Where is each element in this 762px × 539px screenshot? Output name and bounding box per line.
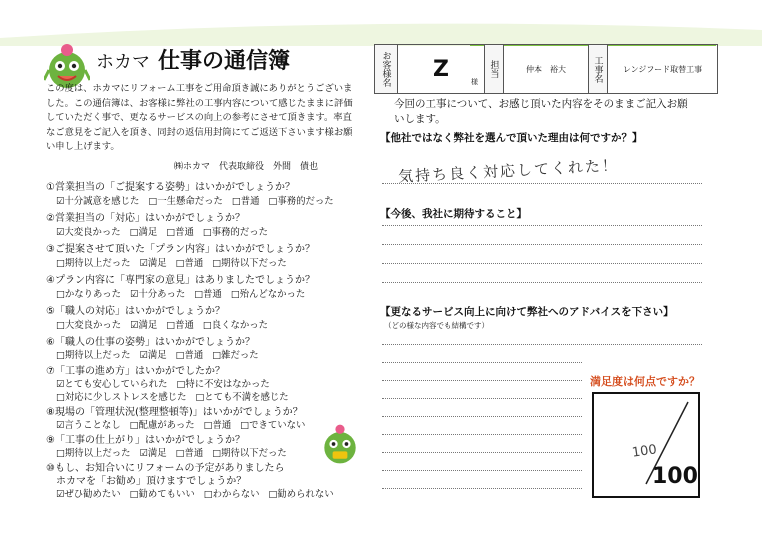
answer-line[interactable] xyxy=(382,470,582,471)
signature: ㈱ホカマ 代表取締役 外間 債也 xyxy=(174,162,319,172)
option[interactable]: □普通 xyxy=(175,258,204,269)
answer-line[interactable] xyxy=(382,452,582,453)
answer-line[interactable] xyxy=(382,380,582,381)
option[interactable]: □勧められない xyxy=(268,489,334,500)
option[interactable]: □良くなかった xyxy=(202,320,268,331)
question-6: ⑥「職人の仕事の姿勢」はいかがでしょうか？ xyxy=(46,337,255,348)
answer-line[interactable] xyxy=(382,416,582,417)
question-8: ⑧現場の「管理状況(整理整頓等)」はいかがでしょうか？ xyxy=(46,407,303,418)
customer-name: Z xyxy=(433,56,449,82)
option[interactable]: □配慮があった xyxy=(129,420,195,431)
section-reason: 【他社ではなく弊社を選んで頂いた理由は何ですか？】 xyxy=(380,132,643,144)
option[interactable]: ☑言うことなし xyxy=(56,420,121,431)
score-handwritten: 100 xyxy=(631,442,658,461)
option[interactable]: ☑満足 xyxy=(139,350,167,361)
question-9-options xyxy=(56,445,296,459)
option[interactable]: □特に不安はなかった xyxy=(176,379,270,390)
option[interactable]: □期待以下だった xyxy=(212,258,287,269)
question-10: ⑩もし、お知合いにリフォームの予定がありましたら xyxy=(46,463,285,474)
question-1-options xyxy=(56,193,343,207)
option[interactable]: □普通 xyxy=(175,350,204,361)
answer-line[interactable] xyxy=(382,434,582,435)
option[interactable]: □事務的だった xyxy=(268,196,334,207)
question-10-cont: ホカマを「お勧め」頂けますでしょうか？ xyxy=(46,476,247,487)
work-label: 工事名 xyxy=(592,55,603,83)
question-3-options xyxy=(56,255,296,269)
title-text: 仕事の通信簿 xyxy=(158,49,291,74)
page-title xyxy=(96,44,290,75)
option[interactable]: □普通 xyxy=(175,448,204,459)
option[interactable]: □できていない xyxy=(240,420,306,431)
score-max: 100 xyxy=(652,464,698,489)
work-name-cell[interactable] xyxy=(608,45,717,93)
work-name: レンジフード取替工事 xyxy=(622,64,703,74)
question-6-options xyxy=(56,347,268,361)
option[interactable]: □普通 xyxy=(231,196,260,207)
option[interactable]: □普通 xyxy=(194,289,222,300)
work-label-cell xyxy=(589,45,608,93)
right-intro: 今回の工事について、お感じ頂いた内容をそのままご記入お願いします。 xyxy=(394,98,688,125)
info-box xyxy=(374,44,718,94)
option[interactable]: □満足 xyxy=(129,227,158,238)
question-9: ⑨「工事の仕上がり」はいかがでしょうか？ xyxy=(46,435,245,446)
option[interactable]: □期待以上だった xyxy=(56,350,131,361)
option[interactable]: □期待以下だった xyxy=(212,448,287,459)
question-1: ①営業担当の「ご提案する姿勢」はいかがでしょうか？ xyxy=(46,182,295,193)
option[interactable]: □殆んどなかった xyxy=(230,289,306,300)
option[interactable]: □雑だった xyxy=(212,350,259,361)
customer-name-cell[interactable] xyxy=(398,45,485,93)
honorific: 様 xyxy=(471,78,478,86)
option[interactable]: □普通 xyxy=(166,227,194,238)
option[interactable]: □とても不満を感じた xyxy=(195,392,289,403)
question-7-options xyxy=(56,376,279,390)
question-2: ②営業担当の「対応」はいかがでしょうか？ xyxy=(46,213,245,224)
section-expectations: 【今後、我社に期待すること】 xyxy=(380,208,527,220)
question-7-options-2 xyxy=(56,389,298,403)
mascot-small-icon xyxy=(318,420,362,468)
section-advice: 【更なるサービス向上に向けて弊社へのアドバイスを下さい】 xyxy=(380,306,674,318)
answer-line[interactable] xyxy=(382,282,702,283)
question-8-options xyxy=(56,417,314,431)
header-band xyxy=(0,0,762,46)
option[interactable]: ☑満足 xyxy=(130,320,158,331)
answer-line[interactable] xyxy=(382,398,582,399)
option[interactable]: □わからない xyxy=(203,489,260,500)
score-box[interactable] xyxy=(592,392,700,498)
intro-paragraph: この度は、ホカマにリフォーム工事をご用命頂き誠にありがとうございました。この通信簿は、お客様に弊社の工事内容について感じたままに評価していただく事で、更なるサービスの向上の参考にさせて頂きます。率直なご意見をご記入を頂き、同封の返信用封筒にてご返送下さいます様お願い申し上げます。 xyxy=(46,83,353,153)
section-advice-note: （どの様な内容でも結構です） xyxy=(384,321,489,330)
answer-line[interactable] xyxy=(382,244,702,245)
answer-line[interactable] xyxy=(382,263,702,264)
option[interactable]: ☑満足 xyxy=(139,448,167,459)
answer-reason[interactable]: 気持ち良く対応してくれた！ xyxy=(397,156,620,186)
option[interactable]: □かなりあった xyxy=(56,289,122,300)
option[interactable]: □期待以上だった xyxy=(56,258,131,269)
question-5-options xyxy=(56,317,277,331)
option[interactable]: □対応に少しストレスを感じた xyxy=(56,392,187,403)
question-2-options xyxy=(56,224,277,238)
company-name: ホカマ xyxy=(96,52,150,73)
option[interactable]: □普通 xyxy=(166,320,194,331)
option[interactable]: ☑大変良かった xyxy=(56,227,121,238)
answer-line[interactable] xyxy=(382,225,702,226)
option[interactable]: ☑とても安心していられた xyxy=(56,379,168,390)
rep-label-cell xyxy=(485,45,504,93)
option[interactable]: □一生懸命だった xyxy=(148,196,223,207)
divider xyxy=(382,183,702,184)
answer-line[interactable] xyxy=(382,488,582,489)
question-4-options xyxy=(56,286,314,300)
question-3: ③ご提案させて頂いた「プラン内容」はいかがでしょうか？ xyxy=(46,244,315,255)
option[interactable]: ☑ぜひ勧めたい xyxy=(56,489,121,500)
option[interactable]: □普通 xyxy=(203,420,232,431)
rep-name-cell[interactable] xyxy=(504,45,589,93)
option[interactable]: □勧めてもいい xyxy=(129,489,195,500)
question-4: ④プラン内容に「専門家の意見」はありましたでしょうか？ xyxy=(46,275,315,286)
option[interactable]: □大変良かった xyxy=(56,320,122,331)
option[interactable]: ☑満足 xyxy=(139,258,167,269)
option[interactable]: □事務的だった xyxy=(202,227,268,238)
question-7: ⑦「工事の進め方」はいかがでしたか？ xyxy=(46,366,225,377)
rep-label: 担当 xyxy=(488,60,499,78)
answer-line[interactable] xyxy=(382,344,702,345)
question-5: ⑤「職人の対応」はいかがでしょうか？ xyxy=(46,306,225,317)
customer-label: お客様名 xyxy=(380,51,391,87)
rep-name: 仲本 裕大 xyxy=(526,64,566,74)
option[interactable]: ☑十分あった xyxy=(130,289,186,300)
score-label: 満足度は何点ですか？ xyxy=(590,375,700,388)
option[interactable]: ☑十分誠意を感じた xyxy=(56,196,140,207)
answer-line[interactable] xyxy=(382,362,582,363)
option[interactable]: □期待以上だった xyxy=(56,448,131,459)
customer-label-cell xyxy=(375,45,398,93)
question-10-options xyxy=(56,486,343,500)
